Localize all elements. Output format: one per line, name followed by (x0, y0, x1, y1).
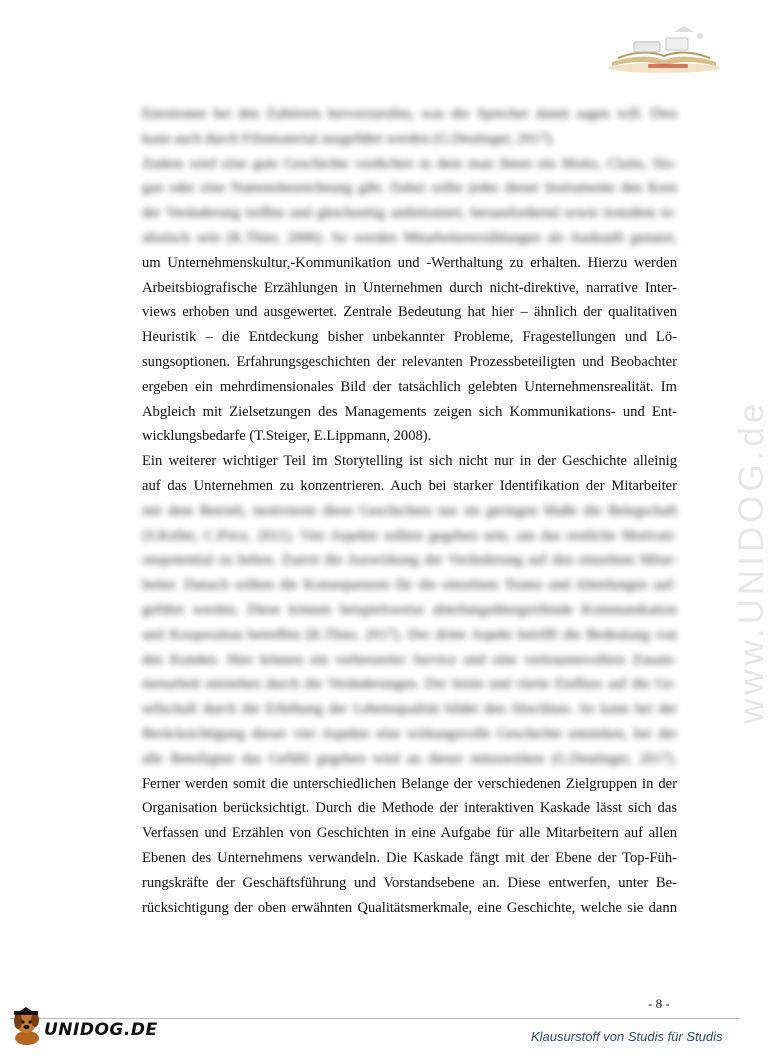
watermark-text: www.UNIDOG.de (732, 399, 771, 724)
text-line: wicklungsbedarfe (T.Steiger, E.Lippmann, 2008). (142, 428, 432, 445)
blurred-text-line: menarbeit entstehen durch die Veränderungen. Der letzte und vierte Einfluss auf die Ge- (142, 676, 677, 693)
blurred-text-line: (S.Keller, C.Price, 2011). Vier Aspekte sollten gegeben sein, um das restliche Motivati- (142, 527, 677, 544)
text-line: Ebenen des Unternehmens verwandeln. Die Kaskade fängt mit der Ebene der Top-Füh- (142, 849, 677, 866)
text-line: Verfassen und Erzählen von Geschichten in eine Aufgabe für alle Mitarbeitern auf allen (142, 825, 677, 842)
unidog-dog-mascot-icon (10, 1005, 44, 1047)
blurred-text-line: Emotionen bei den Zuhörern hervorzurufen, was der Sprecher damit sagen will. Dies (142, 106, 677, 122)
blurred-text-line: den Kunden. Hier können ein verbesserter Service und eine vertrauensvollere Zusam- (142, 651, 677, 668)
footer-tagline: Klausurstoff von Studis für Studis (531, 1029, 723, 1044)
body-text (142, 102, 677, 920)
blurred-text-line: onspotential zu heben. Zuerst die Auswirkung der Veränderung auf den einzelnen Mitar- (142, 552, 677, 569)
watermark (700, 250, 771, 730)
blurred-text-line: beiter. Danach sollten die Konsequenzen für die einzelnen Teams und Abteilungen auf- (142, 577, 677, 594)
blurred-text-line: geführt werden. Diese können beispielsweise abteilungsübergreifende Kommunikation (142, 601, 677, 618)
blurred-text-line: Zudem wird eine gute Geschichte verdichtet in dem man ihnen ein Motto, Claim, Slo- (142, 155, 677, 172)
page-number: - 8 - (648, 996, 670, 1011)
footer-divider (10, 1018, 740, 1019)
text-line: ergeben ein mehrdimensionales Bild der tatsächlich gelebten Unternehmensrealität. Im (142, 378, 677, 395)
blurred-text-line: alistisch sein (K.Thier, 2006). So werden Mitarbeitererzählungen als Auskunft genutzt, (142, 229, 677, 246)
blurred-text-line: und Kooperation betreffen (K.Thier, 2017). Der dritte Aspekt betrifft die Bedeutung von (142, 626, 677, 643)
text-line: um Unternehmenskultur,-Kommunikation und -Werthaltung zu erhalten. Hierzu werden (142, 254, 677, 271)
text-line: Abgleich mit Zielsetzungen des Managements zeigen sich Kommunikations- und Ent- (142, 403, 677, 420)
text-line: rungskräfte der Geschäftsführung und Vorstandsebene an. Diese entwerfen, unter Be- (142, 874, 677, 891)
blurred-text-line: Berücksichtigung dieser vier Aspekte eine wirkungsvolle Geschichte entstehen, bei der (142, 725, 677, 742)
blurred-text-line: sellschaft durch die Erhöhung der Lebensqualität bildet den Abschluss. So kann bei der (142, 701, 677, 718)
text-line: Ferner werden somit die unterschiedlichen Belange der verschiedenen Zielgruppen in der (142, 775, 677, 792)
blurred-text-line: alle Beteiligten das Gefühl gegeben wird an dieser mitzuwirken (G.Deutinger, 2017). (142, 750, 677, 767)
blurred-text-line: kann auch durch Filmmaterial ausgeführt werden (G.Deutinger, 2017). (142, 130, 555, 147)
text-line: rücksichtigung der oben erwähnten Qualitätsmerkmale, eine Geschichte, welche sie dann (142, 899, 677, 916)
text-line: Heuristik – die Entdeckung bisher unbekannter Probleme, Fragestellungen und Lö- (142, 329, 677, 346)
text-line: Arbeitsbiografische Erzählungen in Unternehmen durch nicht-direktive, narrative Inter- (142, 279, 677, 296)
text-line: Ein weiterer wichtiger Teil im Storytelling ist sich nicht nur in der Geschichte alleinig (142, 453, 677, 470)
text-line: Organisation berücksichtigt. Durch die Methode der interaktiven Kaskade lässt sich das (142, 800, 677, 817)
text-line: views erhoben und ausgewertet. Zentrale Bedeutung hat hier – ähnlich der qualitativen (142, 304, 677, 321)
footer-brand[interactable]: UNIDOG.DE (44, 1020, 158, 1040)
blurred-text-line: mit dem Betrieb, motivieren diese Geschichten nur im geringen Maße die Belegschaft (142, 502, 677, 519)
text-line: sungsoptionen. Erfahrungsgeschichten der relevanten Prozessbeteiligten und Beobachter (142, 353, 677, 370)
blurred-text-line: gan oder eine Namensbezeichnung gibt. Dabei sollte jedes dieser Instrumente den Kern (142, 180, 677, 197)
book-stack-logo-icon (604, 22, 722, 74)
text-line: auf das Unternehmen zu konzentrieren. Auch bei starker Identifikation der Mitarbeiter (142, 477, 677, 494)
blurred-text-line: der Veränderung treffen und gleichzeitig ambitioniert, herausfordernd sowie trotzdem re- (142, 205, 677, 222)
